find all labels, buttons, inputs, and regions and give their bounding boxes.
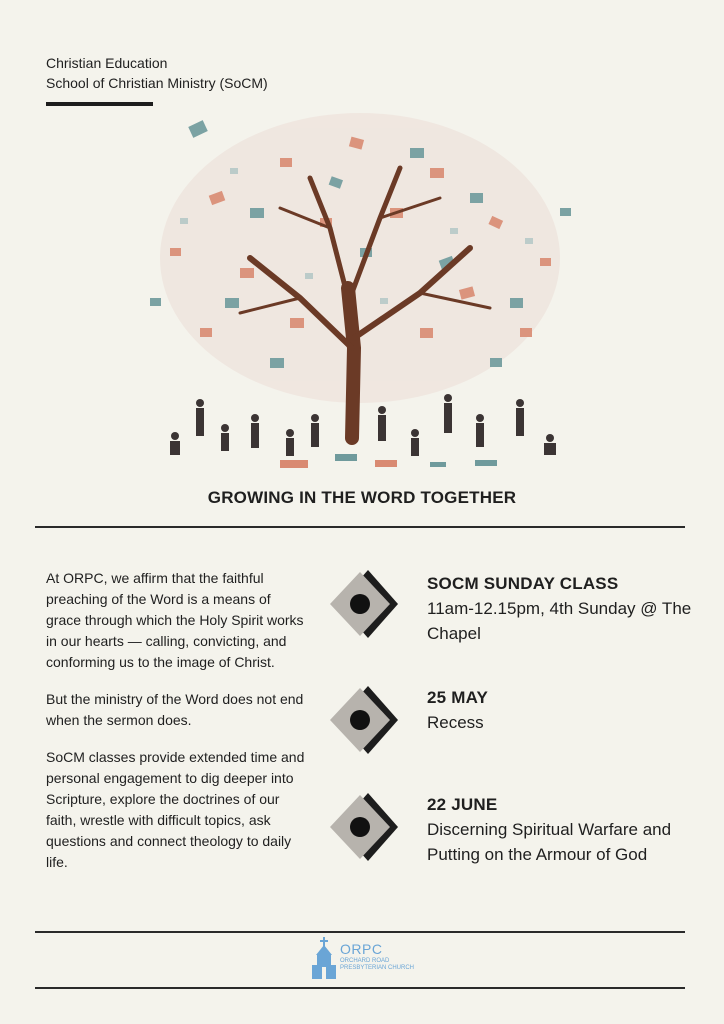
intro-text	[46, 568, 308, 889]
header	[46, 53, 268, 93]
divider-bottom-2	[35, 987, 685, 989]
orpc-logo	[312, 937, 422, 981]
intro-paragraph-3: SoCM classes provide extended time and personal engagement to dig deeper into Scripture, explore the doctrines of our faith, wrestle with difficult topics, ask questions and connect theology to daily life.	[46, 749, 305, 870]
diamond-bullet-icon	[326, 568, 398, 640]
event-title: SOCM SUNDAY CLASS	[427, 574, 619, 593]
event-desc: Recess	[427, 713, 484, 732]
event-title: 22 JUNE	[427, 795, 498, 814]
headline: GROWING IN THE WORD TOGETHER	[207, 488, 517, 507]
event-socm-sunday-class	[427, 572, 697, 646]
diamond-bullet-icon	[326, 791, 398, 863]
header-line-1: Christian Education	[46, 55, 168, 71]
event-desc: Discerning Spiritual Warfare and Putting on the Armour of God	[427, 820, 672, 864]
event-desc: 11am-12.15pm, 4th Sunday @ The Chapel	[427, 599, 692, 643]
event-title: 25 MAY	[427, 688, 489, 707]
ground-books	[280, 454, 497, 468]
intro-paragraph-2: But the ministry of the Word does not end when the sermon does.	[46, 691, 304, 728]
tree-of-books-illustration	[130, 98, 590, 478]
church-icon	[312, 937, 336, 979]
event-22-june	[427, 793, 697, 867]
divider-bottom-1	[35, 931, 685, 933]
people	[170, 394, 556, 456]
logo-subtitle: ORCHARD ROAD PRESBYTERIAN CHURCH	[340, 958, 415, 971]
divider-top	[35, 526, 685, 528]
header-line-2: School of Christian Ministry (SoCM)	[46, 75, 268, 91]
logo-wordmark: ORPC	[340, 941, 383, 957]
intro-paragraph-1: At ORPC, we affirm that the faithful preaching of the Word is a means of grace through which the Holy Spirit works in our hearts — calling, convicting, and conforming us to the image of Christ.	[46, 570, 304, 670]
event-25-may	[427, 686, 697, 735]
diamond-bullet-icon	[326, 684, 398, 756]
